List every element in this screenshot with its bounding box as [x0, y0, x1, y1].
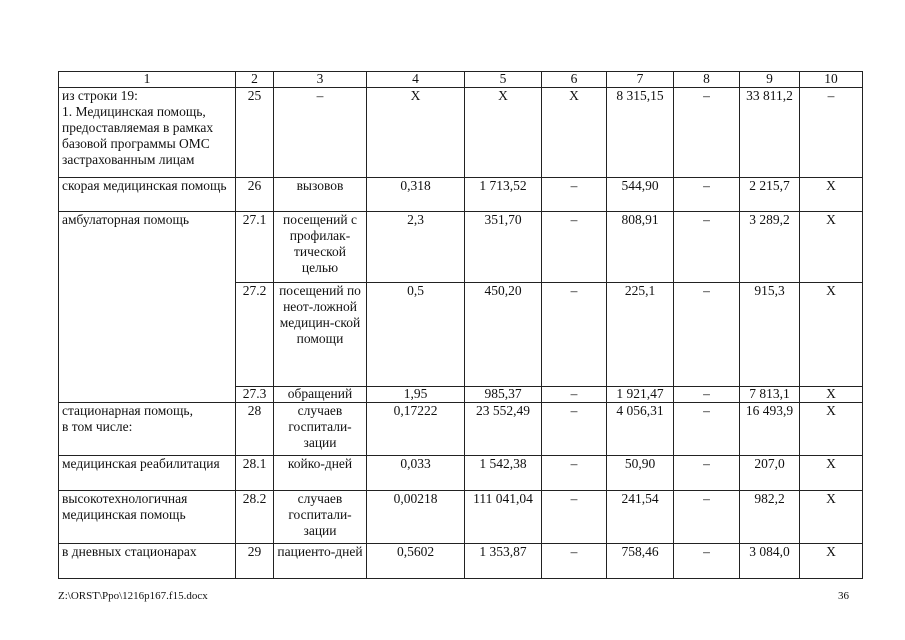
cell: –	[674, 88, 740, 178]
cell: Х	[800, 178, 863, 212]
unit: случаев госпитали-зации	[274, 403, 367, 456]
table-row	[59, 403, 863, 456]
unit: посещений по неот-ложной медицин-ской помощи	[274, 283, 367, 387]
cell: 915,3	[740, 283, 800, 387]
line-number: 27.2	[236, 283, 274, 387]
cell: –	[674, 403, 740, 456]
header-cell: 3	[274, 72, 367, 88]
header-cell: 5	[465, 72, 542, 88]
cell: Х	[367, 88, 465, 178]
cell: 544,90	[607, 178, 674, 212]
row-name: высокотехнологичная медицинская помощь	[59, 491, 236, 544]
cell: 1,95	[367, 387, 465, 403]
line-number: 27.1	[236, 212, 274, 283]
cell: –	[542, 403, 607, 456]
cell: –	[542, 491, 607, 544]
row-name-line: стационарная помощь,	[62, 403, 193, 418]
header-cell: 9	[740, 72, 800, 88]
cell: Х	[465, 88, 542, 178]
header-cell: 2	[236, 72, 274, 88]
cell: –	[674, 491, 740, 544]
unit: обращений	[274, 387, 367, 403]
cell: 241,54	[607, 491, 674, 544]
cell: –	[674, 178, 740, 212]
cell: 207,0	[740, 456, 800, 491]
data-table	[58, 71, 863, 579]
unit: случаев госпитали-зации	[274, 491, 367, 544]
cell: –	[674, 456, 740, 491]
cell: 8 315,15	[607, 88, 674, 178]
cell: Х	[800, 403, 863, 456]
row-name: медицинская реабилитация	[59, 456, 236, 491]
cell: 982,2	[740, 491, 800, 544]
table-row	[59, 88, 863, 178]
unit: –	[274, 88, 367, 178]
cell: 23 552,49	[465, 403, 542, 456]
row-name: амбулаторная помощь	[59, 212, 236, 403]
table-row	[59, 212, 863, 283]
cell: 0,033	[367, 456, 465, 491]
cell: 1 542,38	[465, 456, 542, 491]
cell: 1 921,47	[607, 387, 674, 403]
cell: 758,46	[607, 544, 674, 579]
cell: 7 813,1	[740, 387, 800, 403]
cell: Х	[800, 212, 863, 283]
row-name	[59, 88, 236, 178]
cell: –	[674, 212, 740, 283]
line-number: 28	[236, 403, 274, 456]
unit: койко-дней	[274, 456, 367, 491]
table-row	[59, 456, 863, 491]
cell: 225,1	[607, 283, 674, 387]
line-number: 27.3	[236, 387, 274, 403]
line-number: 26	[236, 178, 274, 212]
row-name	[59, 403, 236, 456]
cell: 808,91	[607, 212, 674, 283]
cell: 33 811,2	[740, 88, 800, 178]
header-cell: 6	[542, 72, 607, 88]
table-row	[59, 491, 863, 544]
line-number: 28.1	[236, 456, 274, 491]
footer-page-number: 36	[838, 590, 849, 602]
cell: Х	[800, 456, 863, 491]
line-number: 29	[236, 544, 274, 579]
footer-file-path: Z:\ORST\Ppo\1216p167.f15.docx	[58, 590, 208, 602]
cell: 111 041,04	[465, 491, 542, 544]
row-name: скорая медицинская помощь	[59, 178, 236, 212]
line-number: 25	[236, 88, 274, 178]
header-cell: 1	[59, 72, 236, 88]
cell: 2 215,7	[740, 178, 800, 212]
cell: –	[674, 283, 740, 387]
row-name-line: 1. Медицинская помощь, предоставляемая в рамках базовой программы ОМС застрахованным лицам	[62, 104, 214, 167]
line-number: 28.2	[236, 491, 274, 544]
cell: Х	[800, 544, 863, 579]
cell: 0,17222	[367, 403, 465, 456]
header-row	[59, 72, 863, 88]
row-name-line: в том числе:	[62, 419, 133, 434]
unit: вызовов	[274, 178, 367, 212]
table-row	[59, 178, 863, 212]
cell: 2,3	[367, 212, 465, 283]
table-row	[59, 544, 863, 579]
cell: Х	[800, 387, 863, 403]
cell: 0,00218	[367, 491, 465, 544]
cell: Х	[800, 283, 863, 387]
cell: 1 353,87	[465, 544, 542, 579]
header-cell: 8	[674, 72, 740, 88]
cell: 450,20	[465, 283, 542, 387]
cell: 351,70	[465, 212, 542, 283]
cell: 0,5602	[367, 544, 465, 579]
cell: 3 084,0	[740, 544, 800, 579]
cell: 0,318	[367, 178, 465, 212]
cell: 16 493,9	[740, 403, 800, 456]
cell: 3 289,2	[740, 212, 800, 283]
cell: Х	[800, 491, 863, 544]
cell: Х	[542, 88, 607, 178]
row-name-line: из строки 19:	[62, 88, 138, 103]
cell: 985,37	[465, 387, 542, 403]
cell: –	[800, 88, 863, 178]
cell: –	[674, 544, 740, 579]
row-name: в дневных стационарах	[59, 544, 236, 579]
cell: –	[542, 387, 607, 403]
cell: 0,5	[367, 283, 465, 387]
cell: –	[542, 212, 607, 283]
unit: пациенто-дней	[274, 544, 367, 579]
cell: –	[542, 283, 607, 387]
cell: –	[542, 544, 607, 579]
cell: 4 056,31	[607, 403, 674, 456]
cell: –	[542, 178, 607, 212]
cell: –	[674, 387, 740, 403]
cell: –	[542, 456, 607, 491]
cell: 50,90	[607, 456, 674, 491]
cell: 1 713,52	[465, 178, 542, 212]
header-cell: 10	[800, 72, 863, 88]
header-cell: 7	[607, 72, 674, 88]
header-cell: 4	[367, 72, 465, 88]
unit: посещений с профилак-тической целью	[274, 212, 367, 283]
